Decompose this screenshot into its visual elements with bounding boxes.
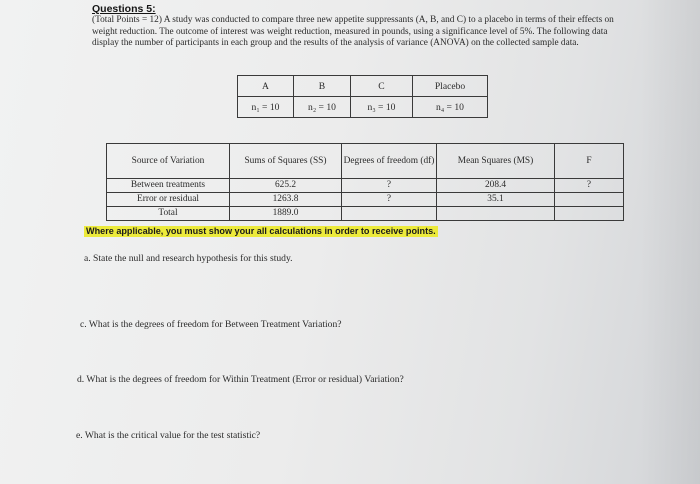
group-header-placebo: Placebo	[413, 76, 488, 97]
anova-row-total	[107, 207, 624, 221]
anova-ss-total: 1889.0	[230, 207, 342, 221]
anova-table	[106, 143, 624, 221]
anova-ms-between: 208.4	[437, 179, 555, 193]
group-size-placebo: n₄ = 10	[413, 97, 488, 118]
group-header-c: C	[351, 76, 413, 97]
anova-f-between: ?	[555, 179, 624, 193]
anova-header-df: Degrees of freedom (df)	[342, 144, 437, 179]
anova-header-ms: Mean Squares (MS)	[437, 144, 555, 179]
group-size-b: n₂ = 10	[294, 97, 351, 118]
anova-header-source: Source of Variation	[107, 144, 230, 179]
anova-ms-total	[437, 207, 555, 221]
anova-f-error	[555, 193, 624, 207]
group-size-row	[238, 97, 488, 118]
anova-source-between: Between treatments	[107, 179, 230, 193]
anova-ss-between: 625.2	[230, 179, 342, 193]
anova-header-ss: Sums of Squares (SS)	[230, 144, 342, 179]
highlighted-instruction: Where applicable, you must show your all calculations in order to receive points.	[86, 226, 436, 236]
group-size-a: n₁ = 10	[238, 97, 294, 118]
anova-header-row	[107, 144, 624, 179]
group-sizes-table	[237, 75, 488, 118]
question-a: a. State the null and research hypothesis for this study.	[84, 253, 293, 264]
group-header-row	[238, 76, 488, 97]
question-c: c. What is the degrees of freedom for Between Treatment Variation?	[80, 319, 342, 330]
question-d: d. What is the degrees of freedom for Within Treatment (Error or residual) Variation?	[77, 374, 404, 385]
anova-df-between: ?	[342, 179, 437, 193]
question-title: Questions 5:	[92, 3, 156, 15]
question-intro: (Total Points = 12) A study was conducted to compare three new appetite suppressants (A, B, and C) to a placebo in terms of their effects on weight reduction. The outcome of interest was weight reduction, measured in pounds, using a significance level of 5%. The following data display the number of participants in each group and the results of the analysis of variance (ANOVA) on the collected sample data.	[92, 15, 614, 49]
question-e: e. What is the critical value for the test statistic?	[76, 430, 261, 441]
anova-row-error	[107, 193, 624, 207]
anova-source-error: Error or residual	[107, 193, 230, 207]
anova-f-total	[555, 207, 624, 221]
anova-df-total	[342, 207, 437, 221]
page-shadow	[640, 0, 700, 484]
anova-header-f: F	[555, 144, 624, 179]
anova-row-between	[107, 179, 624, 193]
group-header-b: B	[294, 76, 351, 97]
anova-df-error: ?	[342, 193, 437, 207]
group-header-a: A	[238, 76, 294, 97]
anova-ss-error: 1263.8	[230, 193, 342, 207]
group-size-c: n₃ = 10	[351, 97, 413, 118]
anova-source-total: Total	[107, 207, 230, 221]
anova-ms-error: 35.1	[437, 193, 555, 207]
